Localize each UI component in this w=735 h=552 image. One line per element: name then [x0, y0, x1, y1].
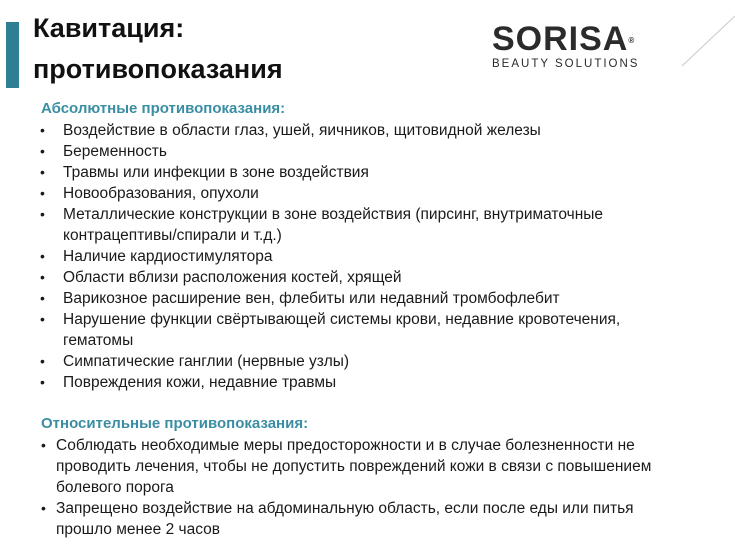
list-item-text: Соблюдать необходимые меры предосторожности и в случае болезненности не: [56, 437, 635, 454]
list-item-text: гематомы: [63, 332, 134, 349]
bullet-icon: •: [40, 122, 45, 138]
bullet-icon: •: [40, 248, 45, 264]
list-item: [0, 498, 651, 540]
list-item-text: Травмы или инфекции в зоне воздействия: [63, 164, 369, 181]
list-item-text: Симпатические ганглии (нервные узлы): [63, 353, 350, 370]
absolute-contraindications-list: [0, 120, 620, 393]
bullet-icon: •: [40, 374, 45, 390]
logo-main-text: SORISA: [492, 20, 629, 58]
list-item: [0, 435, 651, 498]
bullet-icon: •: [40, 185, 45, 201]
bullet-icon: •: [40, 206, 45, 222]
page-title: [33, 8, 283, 90]
list-item: [0, 267, 620, 288]
list-item-text: Запрещено воздействие на абдоминальную область, если после еды или питья: [56, 500, 634, 517]
list-item-text: контрацептивы/спирали и т.д.): [63, 227, 282, 244]
list-item-text: Повреждения кожи, недавние травмы: [63, 374, 337, 391]
accent-bar: [6, 22, 19, 88]
logo-tagline: BEAUTY SOLUTIONS: [492, 58, 640, 70]
list-item-text: прошло менее 2 часов: [56, 521, 220, 538]
bullet-icon: •: [40, 290, 45, 306]
absolute-contraindications-heading: Абсолютные противопоказания:: [41, 100, 286, 117]
bullet-icon: •: [41, 500, 46, 516]
list-item: [0, 288, 620, 309]
list-item: [0, 120, 620, 141]
bullet-icon: •: [40, 164, 45, 180]
bullet-icon: •: [40, 311, 45, 327]
list-item: [0, 351, 620, 372]
relative-contraindications-list: [0, 435, 651, 540]
list-item-text: проводить лечения, чтобы не допустить повреждений кожи в связи с повышением: [56, 458, 652, 475]
list-item: [0, 204, 620, 246]
list-item: [0, 372, 620, 393]
list-item: [0, 162, 620, 183]
list-item-text: Новообразования, опухоли: [63, 185, 259, 202]
registered-mark: ®: [628, 36, 636, 45]
page-title-line-2: противопоказания: [33, 54, 283, 84]
list-item: [0, 141, 620, 162]
bullet-icon: •: [40, 143, 45, 159]
bullet-icon: •: [40, 353, 45, 369]
sorisa-logo: [492, 22, 662, 72]
list-item: [0, 183, 620, 204]
list-item-text: Беременность: [63, 143, 167, 160]
bullet-icon: •: [41, 437, 46, 453]
list-item-text: Металлические конструкции в зоне воздействия (пирсинг, внутриматочные: [63, 206, 604, 223]
list-item-text: Варикозное расширение вен, флебиты или недавний тромбофлебит: [63, 290, 560, 307]
relative-contraindications-heading: Относительные противопоказания:: [41, 415, 309, 432]
decorative-diagonal-line: [680, 8, 735, 68]
list-item-text: Области вблизи расположения костей, хрящей: [63, 269, 402, 286]
list-item: [0, 309, 620, 351]
list-item-text: Наличие кардиостимулятора: [63, 248, 273, 265]
list-item-text: болевого порога: [56, 479, 174, 496]
logo-wordmark: [492, 22, 662, 56]
page-title-line-1: Кавитация:: [33, 13, 185, 43]
bullet-icon: •: [40, 269, 45, 285]
list-item-text: Воздействие в области глаз, ушей, яичников, щитовидной железы: [63, 122, 541, 139]
list-item-text: Нарушение функции свёртывающей системы крови, недавние кровотечения,: [63, 311, 621, 328]
list-item: [0, 246, 620, 267]
